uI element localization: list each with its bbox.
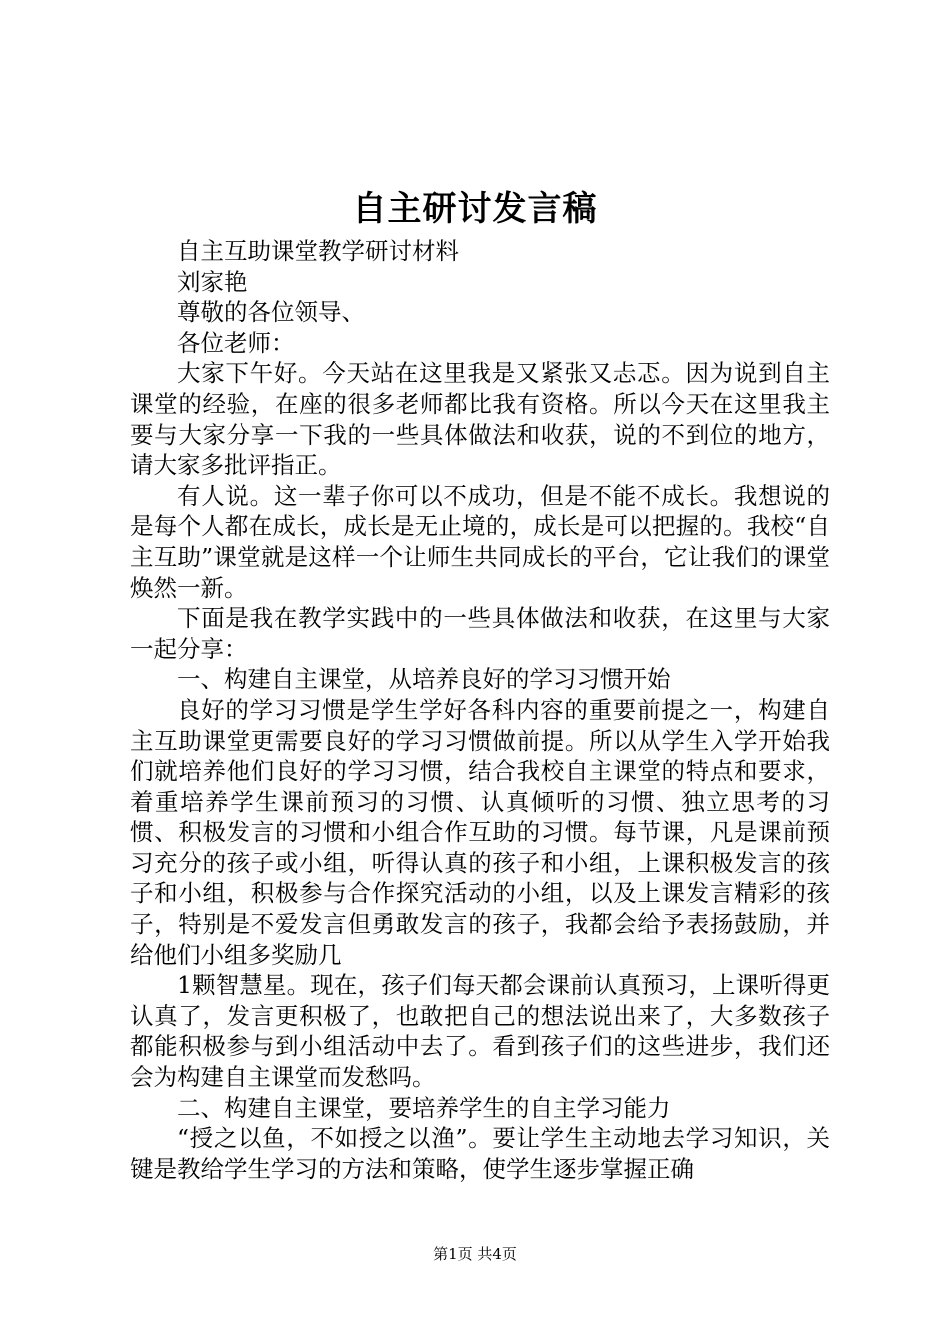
document-body	[130, 236, 830, 1184]
paragraph-methods: “授之以鱼，不如授之以渔”。要让学生主动地去学习知识，关键是教给学生学习的方法和策略，使学生逐步掌握正确	[130, 1124, 830, 1183]
section-heading-2: 二、构建自主课堂，要培养学生的自主学习能力	[177, 1093, 671, 1122]
page-footer	[0, 1244, 950, 1264]
paragraph-salutation-teachers: 各位老师：	[177, 328, 295, 357]
paragraph-author: 刘家艳	[177, 267, 248, 296]
paragraph-intro-sharing: 下面是我在教学实践中的一些具体做法和收获，在这里与大家一起分享：	[130, 604, 830, 663]
paragraph-growth: 有人说。这一辈子你可以不成功，但是不能不成长。我想说的是每个人都在成长，成长是无止境的，成长是可以把握的。我校“自主互助”课堂就是这样一个让师生共同成长的平台，它让我们的课堂焕然一新。	[130, 481, 830, 602]
document-title: 自主研讨发言稿	[352, 189, 598, 229]
paragraph-greeting: 大家下午好。今天站在这里我是又紧张又忐忑。因为说到自主课堂的经验，在座的很多老师都比我有资格。所以今天在这里我主要与大家分享一下我的一些具体做法和收获，说的不到位的地方，请大家多批评指正。	[130, 359, 830, 480]
paragraph-subtitle: 自主互助课堂教学研讨材料	[177, 237, 459, 265]
section-heading-1: 一、构建自主课堂，从培养良好的学习习惯开始	[177, 665, 671, 694]
paragraph-habits: 良好的学习习惯是学生学好各科内容的重要前提之一，构建自主互助课堂更需要良好的学习习惯做前提。所以从学生入学开始我们就培养他们良好的学习习惯，结合我校自主课堂的特点和要求，着重培养学生课前预习的习惯、认真倾听的习惯、独立思考的习惯、积极发言的习惯和小组合作互助的习惯。每节课，凡是课前预习充分的孩子或小组，听得认真的孩子和小组，上课积极发言的孩子和小组，积极参与合作探究活动的小组，以及上课发言精彩的孩子，特别是不爱发言但勇敢发言的孩子，我都会给予表扬鼓励，并给他们小组多奖励几	[130, 695, 830, 969]
page-indicator: 第1页 共4页	[433, 1245, 517, 1263]
paragraph-progress: 1颗智慧星。现在，孩子们每天都会课前认真预习，上课听得更认真了，发言更积极了，也敢把自己的想法说出来了，大多数孩子都能积极参与到小组活动中去了。看到孩子们的这些进步，我们还会为构建自主课堂而发愁吗。	[130, 971, 830, 1092]
paragraph-salutation-leaders: 尊敬的各位领导、	[177, 298, 365, 327]
